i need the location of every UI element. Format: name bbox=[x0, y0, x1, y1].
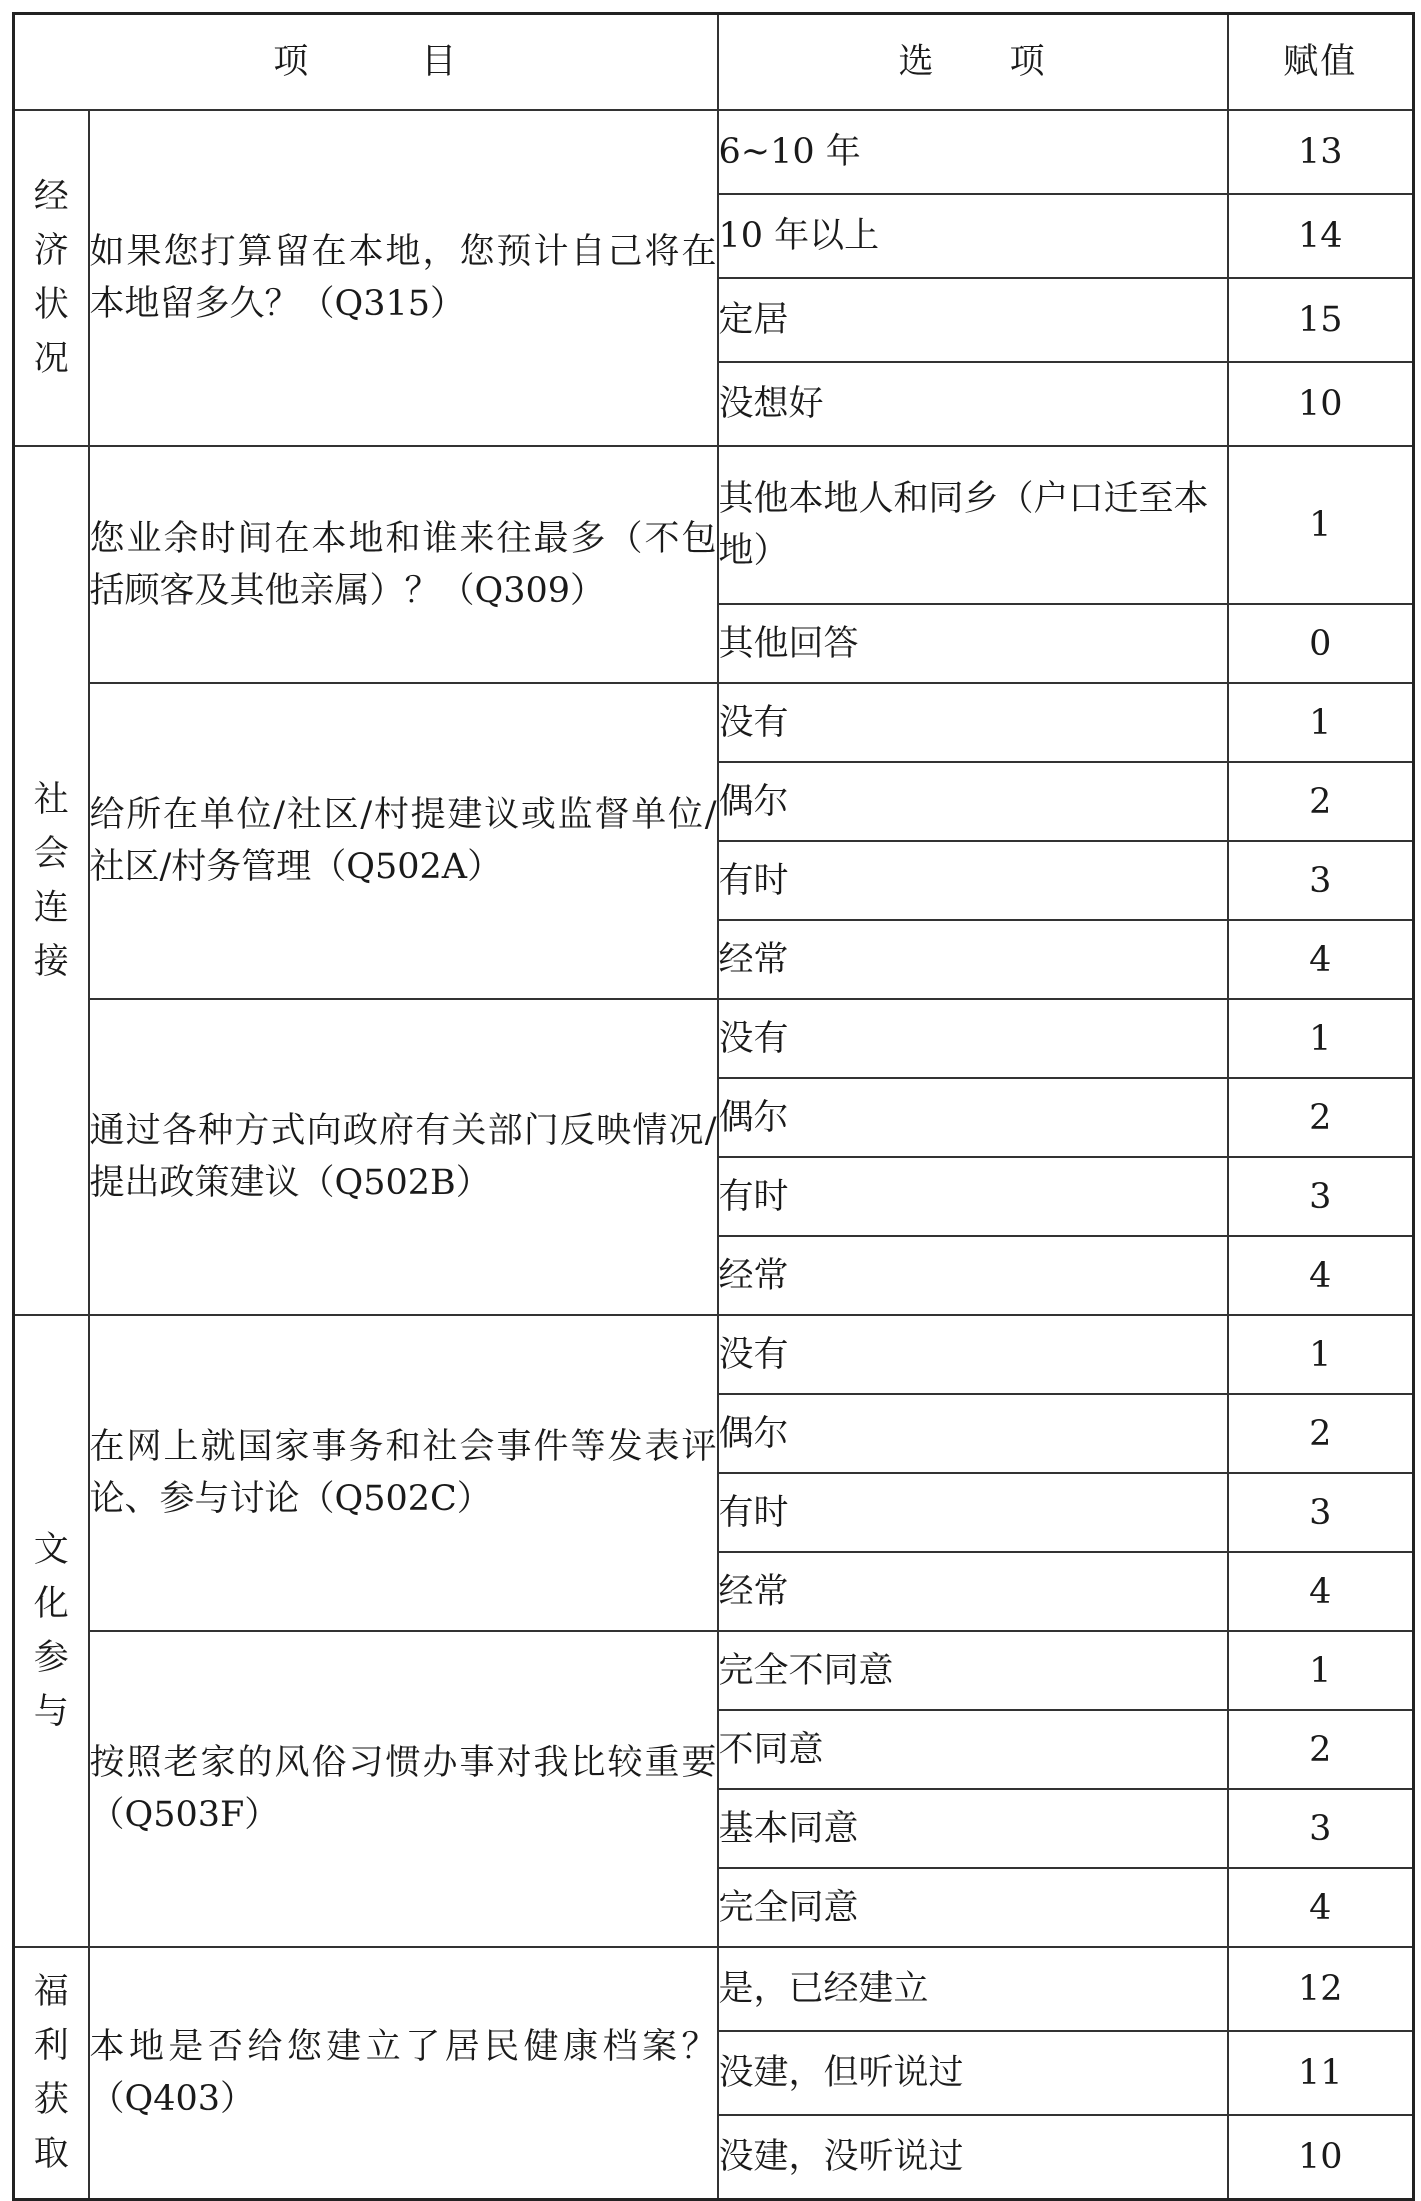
question-cell: 通过各种方式向政府有关部门反映情况/提出政策建议（Q502B） bbox=[89, 999, 718, 1315]
option-cell: 有时 bbox=[718, 1157, 1228, 1236]
question-cell: 给所在单位/社区/村提建议或监督单位/社区/村务管理（Q502A） bbox=[89, 683, 718, 999]
value-cell: 2 bbox=[1228, 1078, 1414, 1157]
header-value: 赋值 bbox=[1228, 14, 1414, 111]
table-row bbox=[14, 1947, 1414, 2031]
category-label: 福利获取 bbox=[33, 1972, 69, 2174]
category-cell bbox=[14, 1947, 89, 2200]
option-cell: 不同意 bbox=[718, 1710, 1228, 1789]
table-row bbox=[14, 1631, 1414, 1710]
table-row bbox=[14, 999, 1414, 1078]
value-cell: 11 bbox=[1228, 2031, 1414, 2115]
value-cell: 3 bbox=[1228, 841, 1414, 920]
option-cell: 偶尔 bbox=[718, 762, 1228, 841]
value-cell: 4 bbox=[1228, 1868, 1414, 1947]
option-cell: 有时 bbox=[718, 841, 1228, 920]
value-cell: 3 bbox=[1228, 1473, 1414, 1552]
question-cell: 在网上就国家事务和社会事件等发表评论、参与讨论（Q502C） bbox=[89, 1315, 718, 1631]
value-cell: 0 bbox=[1228, 604, 1414, 683]
option-cell: 没有 bbox=[718, 683, 1228, 762]
category-label: 经济状况 bbox=[33, 177, 69, 379]
option-cell: 经常 bbox=[718, 920, 1228, 999]
option-cell: 是，已经建立 bbox=[718, 1947, 1228, 2031]
category-cell bbox=[14, 446, 89, 1315]
option-cell: 10 年以上 bbox=[718, 194, 1228, 278]
table-row bbox=[14, 683, 1414, 762]
value-cell: 3 bbox=[1228, 1157, 1414, 1236]
header-row bbox=[14, 14, 1414, 111]
option-cell: 没有 bbox=[718, 999, 1228, 1078]
option-cell: 基本同意 bbox=[718, 1789, 1228, 1868]
value-cell: 3 bbox=[1228, 1789, 1414, 1868]
question-cell: 您业余时间在本地和谁来往最多（不包括顾客及其他亲属）？（Q309） bbox=[89, 446, 718, 683]
value-cell: 2 bbox=[1228, 1394, 1414, 1473]
option-cell: 有时 bbox=[718, 1473, 1228, 1552]
option-cell: 没想好 bbox=[718, 362, 1228, 446]
value-cell: 13 bbox=[1228, 110, 1414, 194]
category-cell bbox=[14, 110, 89, 446]
table-row bbox=[14, 110, 1414, 194]
value-cell: 1 bbox=[1228, 446, 1414, 604]
option-cell: 完全不同意 bbox=[718, 1631, 1228, 1710]
header-item: 项 目 bbox=[14, 14, 718, 111]
value-cell: 14 bbox=[1228, 194, 1414, 278]
option-cell: 经常 bbox=[718, 1552, 1228, 1631]
option-cell: 6~10 年 bbox=[718, 110, 1228, 194]
table-row bbox=[14, 1315, 1414, 1394]
category-label: 文化参与 bbox=[33, 1530, 69, 1732]
option-cell: 偶尔 bbox=[718, 1078, 1228, 1157]
value-cell: 2 bbox=[1228, 1710, 1414, 1789]
table-row bbox=[14, 446, 1414, 604]
value-cell: 1 bbox=[1228, 1631, 1414, 1710]
question-cell: 本地是否给您建立了居民健康档案？（Q403） bbox=[89, 1947, 718, 2200]
option-cell: 完全同意 bbox=[718, 1868, 1228, 1947]
question-cell: 按照老家的风俗习惯办事对我比较重要（Q503F） bbox=[89, 1631, 718, 1947]
value-cell: 4 bbox=[1228, 920, 1414, 999]
value-cell: 2 bbox=[1228, 762, 1414, 841]
value-cell: 10 bbox=[1228, 2115, 1414, 2200]
category-label: 社会连接 bbox=[33, 779, 69, 982]
value-cell: 4 bbox=[1228, 1236, 1414, 1315]
header-option: 选 项 bbox=[718, 14, 1228, 111]
option-cell: 偶尔 bbox=[718, 1394, 1228, 1473]
category-cell bbox=[14, 1315, 89, 1947]
survey-coding-table bbox=[12, 12, 1415, 2201]
option-cell: 经常 bbox=[718, 1236, 1228, 1315]
option-cell: 没建，但听说过 bbox=[718, 2031, 1228, 2115]
value-cell: 15 bbox=[1228, 278, 1414, 362]
value-cell: 4 bbox=[1228, 1552, 1414, 1631]
option-cell: 没有 bbox=[718, 1315, 1228, 1394]
value-cell: 1 bbox=[1228, 683, 1414, 762]
option-cell: 其他本地人和同乡（户口迁至本地） bbox=[718, 446, 1228, 604]
value-cell: 12 bbox=[1228, 1947, 1414, 2031]
value-cell: 1 bbox=[1228, 999, 1414, 1078]
option-cell: 其他回答 bbox=[718, 604, 1228, 683]
value-cell: 1 bbox=[1228, 1315, 1414, 1394]
option-cell: 没建，没听说过 bbox=[718, 2115, 1228, 2200]
question-cell: 如果您打算留在本地，您预计自己将在本地留多久？（Q315） bbox=[89, 110, 718, 446]
value-cell: 10 bbox=[1228, 362, 1414, 446]
option-cell: 定居 bbox=[718, 278, 1228, 362]
